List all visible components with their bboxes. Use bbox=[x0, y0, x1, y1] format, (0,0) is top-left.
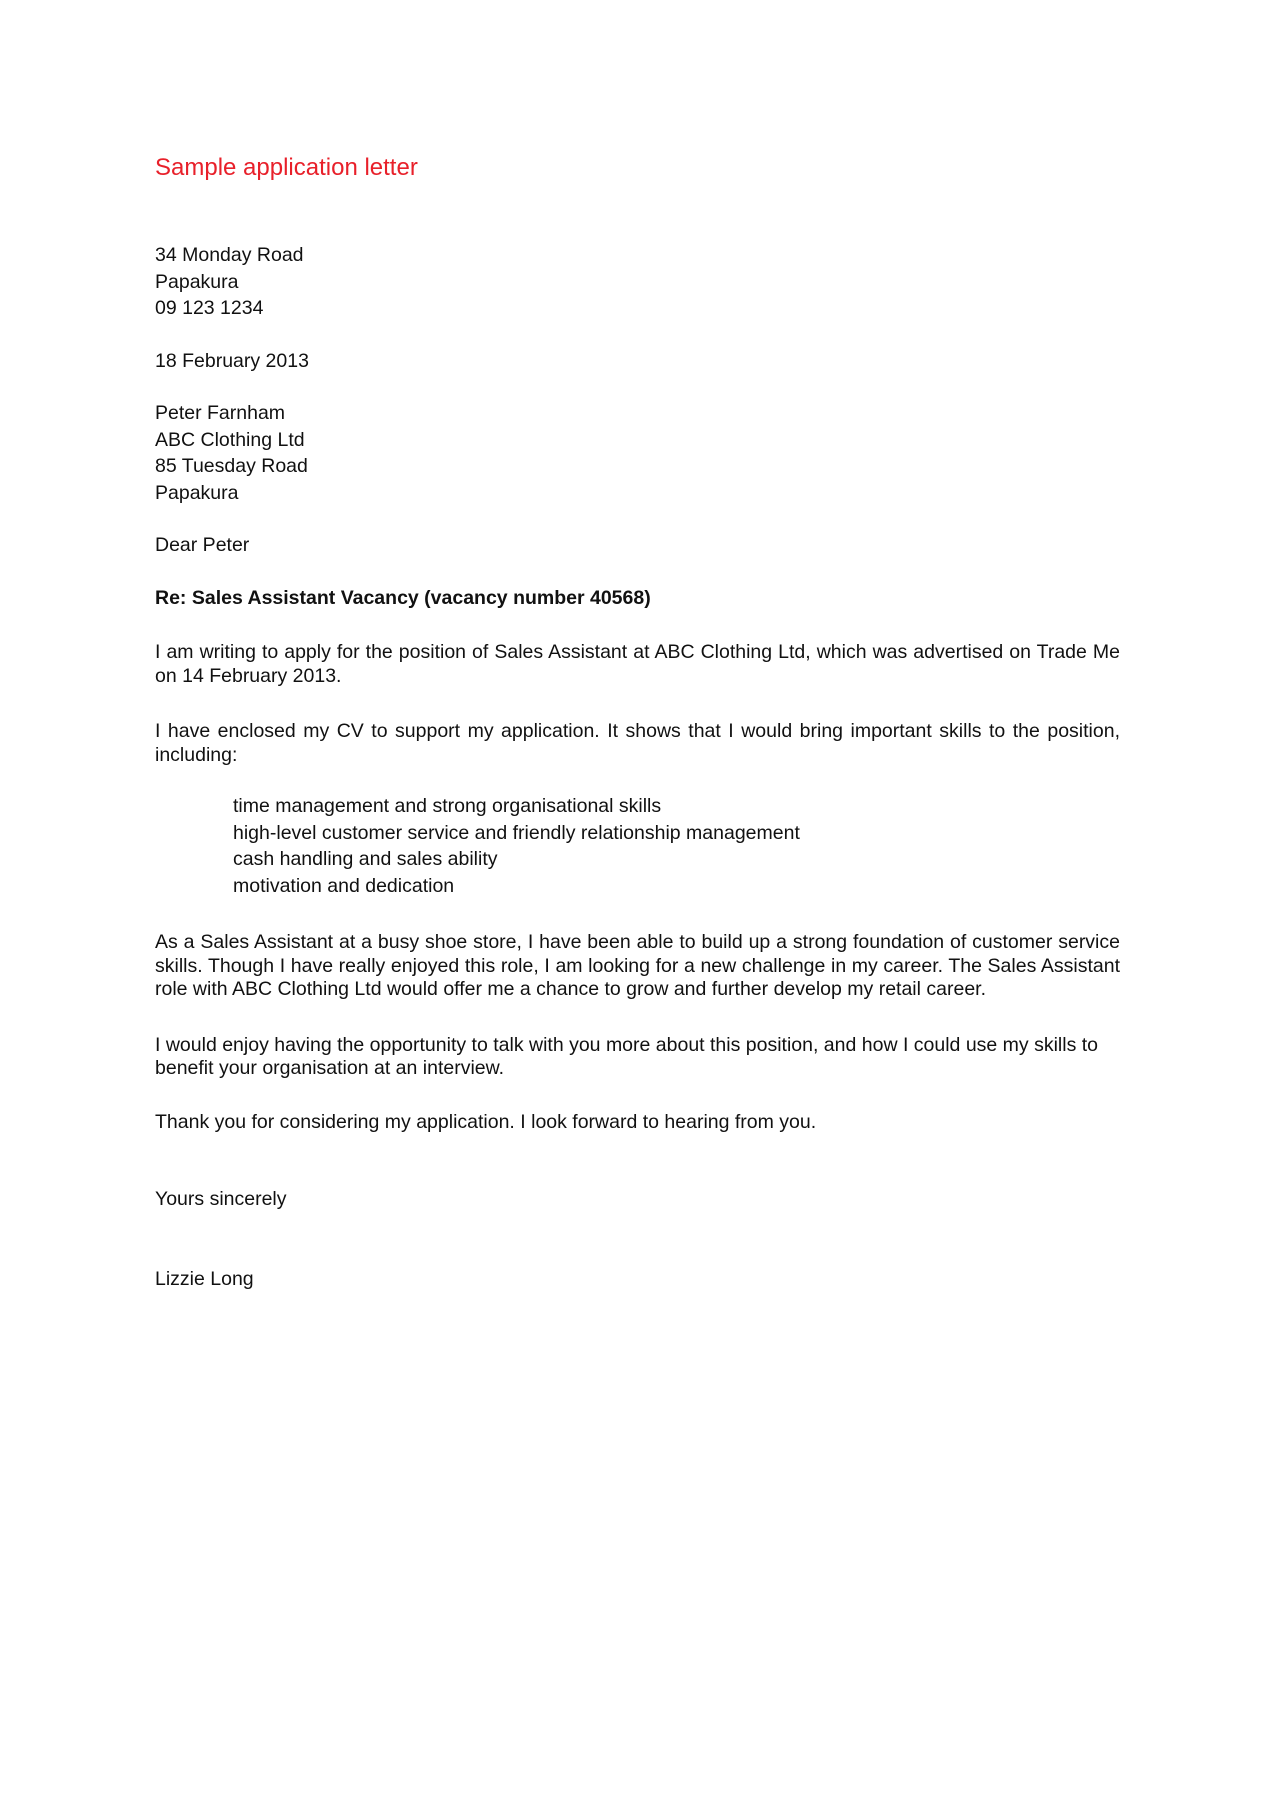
paragraph-intro: I am writing to apply for the position of Sales Assistant at ABC Clothing Ltd, which was advertised on Trade Me on 14 February 2013. bbox=[155, 641, 1120, 687]
paragraph-interview: I would enjoy having the opportunity to talk with you more about this position, and how I could use my skills to benefit your organisation at an interview. bbox=[155, 1033, 1099, 1079]
paragraph-experience: As a Sales Assistant at a busy shoe store, I have been able to build up a strong foundation of customer service skills. Though I have really enjoyed this role, I am looking for a new challenge in my career. The Sales Assistant role with ABC Clothing Ltd would offer me a chance to grow and further develop my retail career. bbox=[155, 931, 1120, 1000]
sender-address bbox=[155, 242, 1120, 322]
paragraph-thanks: Thank you for considering my application. I look forward to hearing from you. bbox=[155, 1110, 817, 1133]
date-text: 18 February 2013 bbox=[155, 349, 309, 372]
subject-line: Re: Sales Assistant Vacancy (vacancy number 40568) bbox=[155, 586, 651, 609]
sender-suburb: Papakura bbox=[155, 270, 239, 293]
letter-date bbox=[155, 348, 1120, 375]
recipient-company: ABC Clothing Ltd bbox=[155, 428, 305, 451]
salutation-text: Dear Peter bbox=[155, 534, 250, 556]
signature-name: Lizzie Long bbox=[155, 1267, 254, 1290]
list-item: motivation and dedication bbox=[233, 874, 455, 897]
salutation bbox=[155, 532, 1120, 559]
recipient-name: Peter Farnham bbox=[155, 402, 286, 424]
list-item: time management and strong organisational skills bbox=[233, 795, 662, 817]
recipient-suburb: Papakura bbox=[155, 481, 239, 504]
letter-body bbox=[155, 152, 1120, 1292]
list-item: cash handling and sales ability bbox=[233, 848, 498, 870]
paragraph-cv: I have enclosed my CV to support my application. It shows that I would bring important skills to the position, including: bbox=[155, 720, 1120, 766]
recipient-address bbox=[155, 400, 1120, 506]
recipient-street: 85 Tuesday Road bbox=[155, 455, 308, 477]
skills-list bbox=[155, 793, 1120, 899]
closing: Yours sincerely bbox=[155, 1188, 287, 1210]
letter-heading: Sample application letter bbox=[155, 154, 418, 181]
sender-phone: 09 123 1234 bbox=[155, 297, 264, 319]
list-item: high-level customer service and friendly relationship management bbox=[233, 821, 800, 844]
sender-street: 34 Monday Road bbox=[155, 244, 304, 266]
